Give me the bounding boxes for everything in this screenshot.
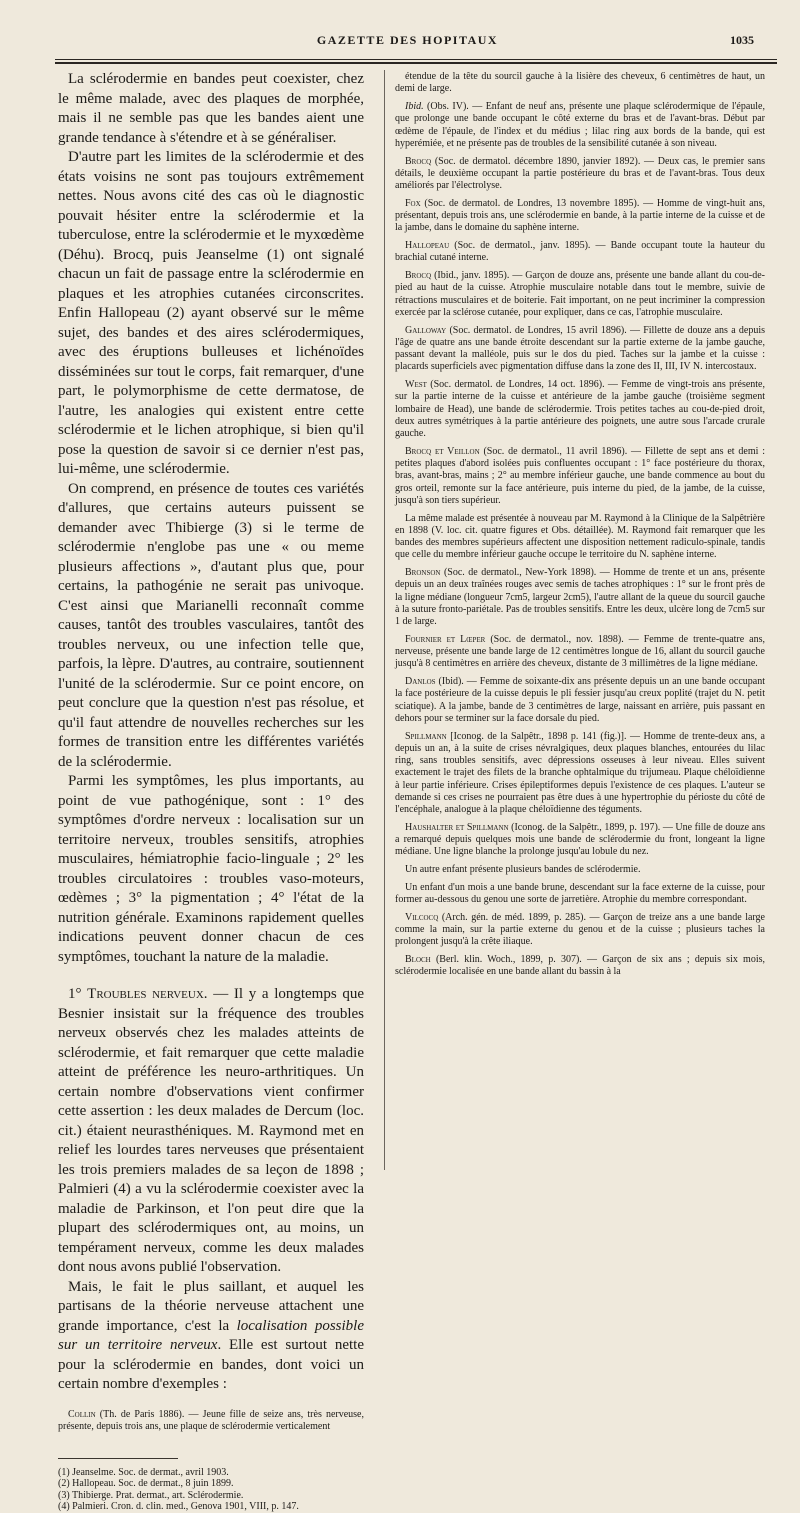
paragraph: Parmi les symptômes, les plus importants, au point de vue pathogénique, sont : 1° des symptômes d'ordre nerveux : localisation sur un territoire nerveux, troubles sensitifs, atrophies musculaires, hémiatrophie facio-linguale ; 2° les troubles circulatoires : troubles vaso-moteurs, œdèmes ; 3° la pigmentation ; 4° l'état de la nutrition générale. Examinons rapidement quelles indications peuvent donner chacun de ces symptômes, touchant la nature de la maladie. bbox=[58, 773, 364, 965]
paragraph: Un enfant d'un mois a une bande brune, descendant sur la face externe de la cuisse, pour former au-dessous du genou une sorte de jarretière. Atrophie du membre correspondant. bbox=[395, 881, 765, 905]
footnotes bbox=[58, 1467, 364, 1513]
header-rule-thin bbox=[55, 59, 777, 60]
case-entry: Danlos (Ibid). — Femme de soixante-dix ans présente depuis un an une bande occupant la face postérieure de la cuisse depuis le pli fessier jusqu'au creux poplité (trajet du N. petit sciatique). A la jambe, bande de 3 centimètres de large, naissant en arrière, puis passant en dehors pour se terminer sur la face dorsale du pied. bbox=[395, 676, 765, 724]
paragraph: D'autre part les limites de la sclérodermie et des états voisins ne sont pas toujours extrêmement nettes. Nous avons cité des cas où le diagnostic pouvait hésiter entre la sclérodermie et la tuberculose, entre la sclérodermie et le myxœdème (Déhu). Brocq, puis Jeanselme (1) ont signalé chacun un fait de passage entre la sclérodermie en plaques et les atrophies cutanées circonscrites. Enfin Hallopeau (2) ayant observé sur le même sujet, des bandes et des aires sclérodermiques, avec des éruptions bulleuses et lichénoïdes disséminées sur tout le corps, fait remarquer, d'une part, le polymorphisme de cette dermatose, de l'autre, les analogies qui existent entre cette sclérodermie et le lichen atrophique, si bien qu'il pose la question de savoir si ce dernier n'est pas, lui-même, une sclérodermie. bbox=[58, 149, 364, 477]
paragraph: Un autre enfant présente plusieurs bandes de sclérodermie. bbox=[405, 864, 641, 875]
case-entry: Galloway (Soc. dermatol. de Londres, 15 avril 1896). — Fillette de douze ans a depuis l'âge de quatre ans une bande étroite descendant sur la partie externe de la jambe gauche, passant devant la malléole, puis sur le dos du pied. Taches sur la jambe et la cuisse : placards superficiels avec pigmentation diffuse dans la zone des II, III, IV N. intercostaux. bbox=[395, 324, 765, 373]
journal-title: GAZETTE DES HOPITAUX bbox=[316, 33, 499, 47]
footnote: (1) Jeanselme. Soc. de dermat., avril 1903. bbox=[58, 1466, 229, 1478]
case-entry: Vilcocq (Arch. gén. de méd. 1899, p. 285). — Garçon de treize ans a une bande large comme la main, sur la partie externe du genou et de la cuisse ; plusieurs taches la prolongent jusqu'à la crête iliaque. bbox=[395, 911, 765, 948]
section-text: — Il y a longtemps que Besnier insistait sur la fréquence des troubles nerveux observés chez les malades atteints de sclérodermie, et fait remarquer que cette maladie atteint de préférence les neuro-arthritiques. Un certain nombre d'observations vient confirmer cette assertion : les deux malades de Dercum (loc. cit.) étaient neurasthéniques. M. Raymond met en relief les lourdes tares nerveuses que présentaient les trois premiers malades de sa leçon de 1898 ; Palmieri (4) a vu la sclérodermie coexister avec la maladie de Parkinson, et l'on peut dire que la plupart des sclérodermiques ont, au moins, un tempérament nerveux, comme les deux malades dont nous avons publié l'observation. bbox=[58, 986, 365, 1275]
case-entry: Hallopeau (Soc. de dermatol., janv. 1895). — Bande occupant toute la hauteur du brachial cutané interne. bbox=[395, 240, 765, 264]
paragraph: On comprend, en présence de toutes ces variétés d'allures, que certains auteurs puissent se demander avec Thibierge (3) si le terme de sclérodermie n'englobe pas une « ou meme plusieurs affections », d'autant plus que, pour certains, la pathogénie ne serait pas univoque. C'est ainsi que Marianelli reconnaît comme causes, tantôt des troubles vasculaires, tantôt des troubles nerveux, ou une infection telle que, parfois, la lèpre. D'autres, au contraire, soutiennent l'unité de la sclérodermie. Sur ce point encore, on peut conclure que la question n'est pas résolue, et qu'il faut attendre de nouvelles recherches sur les formes de transition entre les différentes variétés de la sclérodermie. bbox=[58, 480, 364, 770]
footnote: (2) Hallopeau. Soc. de dermat., 8 juin 1899. bbox=[58, 1478, 234, 1489]
section-number: 1° bbox=[68, 986, 82, 1002]
footnote-rule bbox=[58, 1458, 178, 1459]
emphasis-text: localisation possible sur un territoire nerveux bbox=[58, 1317, 364, 1353]
citation-author: Collin bbox=[68, 1408, 96, 1420]
case-entry: Haushalter et Spillmann (Iconog. de la Salpêtr., 1899, p. 197). — Une fille de douze ans a remarqué depuis quelques mois une bande de sclérodermie du front, longeant la ligne médiane. Une ligne blanche la prolonge jusqu'au lobule du nez. bbox=[395, 821, 765, 858]
case-entry: Spillmann [Iconog. de la Salpêtr., 1898 p. 141 (fig.)]. — Homme de trente-deux ans, a depuis un an, à la suite de crises névralgiques, deux plaques blanches, entourées du lilac ring, sans troubles sensitifs, avec dépressions osseuses à leur niveau. Elles suivent exactement le trajet des filets de la branche ophtalmique du trijumeau. Plaque chéloïdienne à leur partie inférieure. Crises épileptiformes depuis l'existence de ces plaques. L'auteur se demande si ces crises ne pourraient pas être dues à une hypertrophie du périoste du côté de l'encéphale, analogue à la plaque chéloïdienne des téguments. bbox=[395, 730, 765, 815]
page-header bbox=[45, 33, 770, 53]
case-entry: Fox (Soc. de dermatol. de Londres, 13 novembre 1895). — Homme de vingt-huit ans, présentant, depuis trois ans, une sclérodermie en bande, à la partie interne de la cuisse et de la jambe, dans le domaine du saphène interne. bbox=[395, 197, 765, 234]
case-entry: Fournier et Lœper (Soc. de dermatol., nov. 1898). — Femme de trente-quatre ans, nerveuse, présente une bande large de 12 centimètres longue de 16, allant du sourcil gauche jusqu'à 8 centimètres en arrière des cheveux, distante de 3 millimètres de la ligne médiane. bbox=[395, 633, 765, 670]
column-divider bbox=[384, 70, 385, 1170]
paragraph: étendue de la tête du sourcil gauche à la lisière des cheveux, 6 centimètres de haut, un demi de large. bbox=[395, 71, 765, 95]
header-rule-thick bbox=[55, 62, 777, 64]
case-entry: Ibid. (Obs. IV). — Enfant de neuf ans, présente une plaque sclérodermique de l'épaule, que prolonge une bande occupant le côté externe du bras et de l'avant-bras. Début par œdème de l'épaule, de l'index et du médius ; lilac ring aux bords de la bande, qui est hyperémiée, et ne présente pas de troubles de la sensibilité cutanée à son niveau. bbox=[395, 101, 765, 149]
paragraph: La même malade est présentée à nouveau par M. Raymond à la Clinique de la Salpêtrière en 1898 (V. loc. cit. quatre figures et Obs. détaillée). M. Raymond fait remarquer que les bandes des membres supérieurs affectent une disposition nettement radiculo-spinale, tandis que celle du membre inférieur gauche occupe le territoire du N. saphène interne. bbox=[395, 512, 765, 561]
right-column bbox=[395, 71, 765, 984]
page-number: 1035 bbox=[730, 33, 754, 47]
section-paragraph bbox=[58, 985, 364, 1278]
footnote: (4) Palmieri. Cron. d. clin. med., Genova 1901, VIII, p. 147. bbox=[58, 1501, 299, 1512]
case-citation: Collin (Th. de Paris 1886). — Jeune fille de seize ans, très nerveuse, présente, depuis trois ans, une plaque de sclérodermie verticalement bbox=[58, 1408, 364, 1432]
case-entry: Brocq (Soc. de dermatol. décembre 1890, janvier 1892). — Deux cas, le premier sans détails, le deuxième occupant la partie postérieure du bras et de l'avant-bras. Tous deux améliorés par l'électrolyse. bbox=[395, 155, 765, 191]
paragraph: La sclérodermie en bandes peut coexister, chez le même malade, avec des plaques de morphée, mais il ne semble pas que les bandes aient une grande tendance à s'étendre et à se généraliser. bbox=[58, 71, 364, 146]
case-entry: Brocq et Veillon (Soc. de dermatol., 11 avril 1896). — Fillette de sept ans et demi : petites plaques d'abord isolées puis confluentes occupant : 1° face postérieure du thorax, bras, avant-bras, mains ; 2° au membre inférieur gauche, une bande commence au bout du gros orteil, remonte sur la face antérieure, puis interne du pied, de la jambe, de la cuisse, jusqu'à son tiers supérieur. bbox=[395, 445, 765, 506]
case-entry: Bronson (Soc. de dermatol., New-York 1898). — Homme de trente et un ans, présente depuis un an deux traînées rouges avec semis de taches atrophiques : 1° sur le front près de la ligne médiane (longueur 7cm5, largeur 2cm5), l'autre allant de la queue du sourcil gauche à la suture fronto-pariétale. Pas de troubles sensitifs. Entre les deux, ulcère long de 7cm5 sur 1 de large. bbox=[395, 567, 765, 627]
footnote: (3) Thibierge. Prat. dermat., art. Sclérodermie. bbox=[58, 1489, 244, 1501]
left-column bbox=[58, 70, 364, 1513]
paragraph: Mais, le fait le plus saillant, et auquel les partisans de la théorie nerveuse attachent une grande importance, c'est la localisation possible sur un territoire nerveux. Elle est surtout nette pour la sclérodermie en bandes, dont voici un certain nombre d'exemples : bbox=[58, 1278, 364, 1392]
case-entry: West (Soc. dermatol. de Londres, 14 oct. 1896). — Femme de vingt-trois ans présente, sur la partie interne de la cuisse et antérieure de la jambe gauche (troisième segment lombaire de Head), une bande de sclérodermie. Trois petites taches au cou-de-pied droit, deux autres symétriques à la partie antérieure des poignets, une autre sous l'arcade crurale gauche. bbox=[395, 379, 765, 439]
case-entry: Bloch (Berl. klin. Woch., 1899, p. 307). — Garçon de six ans ; depuis six mois, sclérodermie localisée en une bande allant du bassin à la bbox=[395, 954, 765, 978]
section-heading: Troubles nerveux. bbox=[87, 986, 208, 1002]
case-entry: Brocq (Ibid., janv. 1895). — Garçon de douze ans, présente une bande allant du cou-de-pied au haut de la cuisse. Atrophie musculaire notable dans tout le membre, suivie de rétractions musculaires et de boiterie. Fait important, on ne peut incriminer la compression exercée par la sclérose cutanée, pour expliquer, dans ce cas, l'atrophie musculaire. bbox=[395, 270, 765, 318]
